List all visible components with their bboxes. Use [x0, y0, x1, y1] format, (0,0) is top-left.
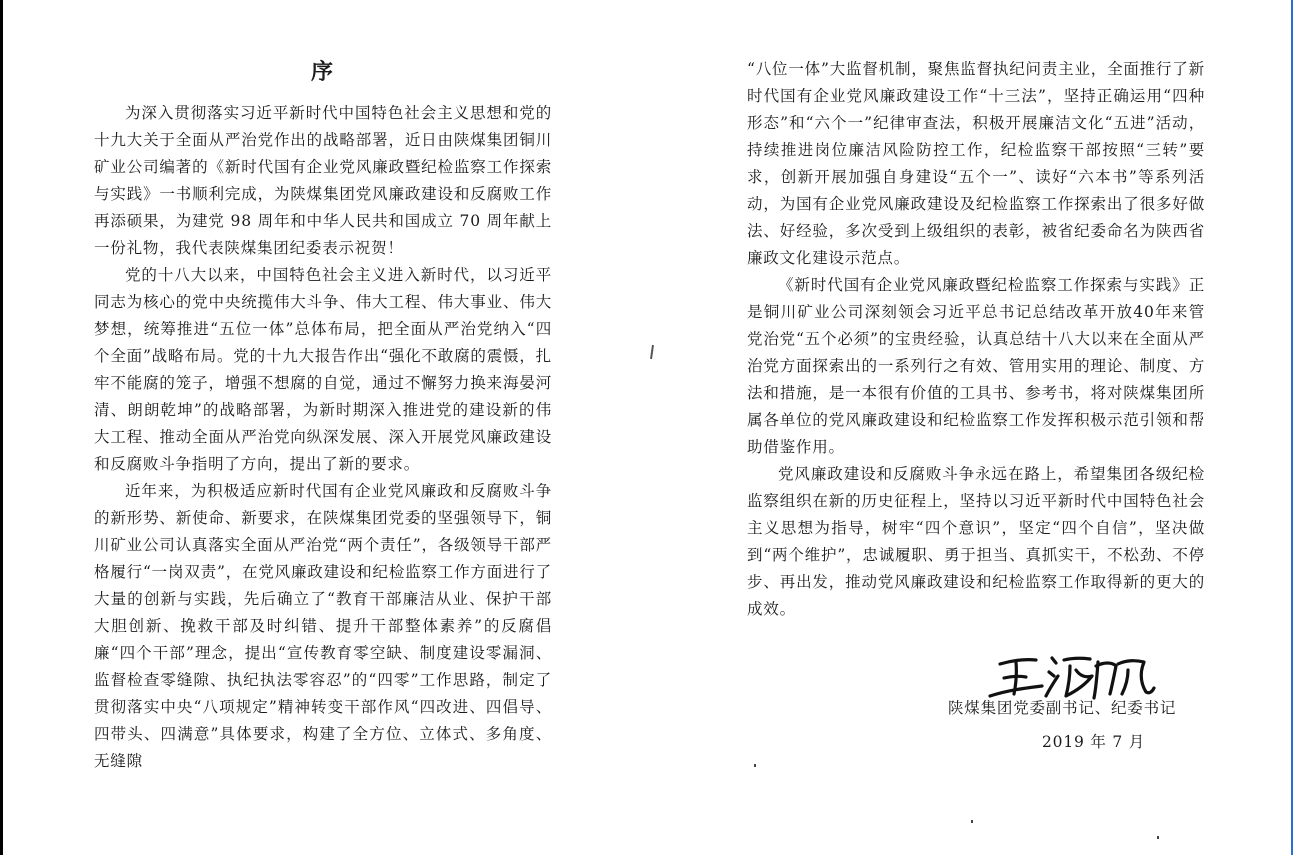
signature-date: 2019 年 7 月	[1042, 733, 1146, 751]
gutter-mark	[650, 345, 654, 359]
signatory-title: 陕煤集团党委副书记、纪委书记	[948, 699, 1177, 717]
page-title: 序	[310, 60, 335, 85]
right-page	[747, 56, 1205, 623]
scan-speck	[754, 764, 756, 767]
paragraph: 党的十八大以来，中国特色社会主义进入新时代，以习近平同志为核心的党中央统揽伟大斗争、伟大工程、伟大事业、伟大梦想，统筹推进“五位一体”总体布局，把全面从严治党纳入“四个全面”战略布局。党的十九大报告作出“强化不敢腐的震慑，扎牢不能腐的笼子，增强不想腐的自觉，通过不懈努力换来海晏河清、朗朗乾坤”的战略部署，为新时期深入推进党的建设新的伟大工程、推动全面从严治党向纵深发展、深入开展党风廉政建设和反腐败斗争指明了方向，提出了新的要求。	[94, 266, 552, 473]
left-page	[94, 56, 552, 775]
scan-speck	[1157, 836, 1159, 839]
paragraph: 《新时代国有企业党风廉政暨纪检监察工作探索与实践》正是铜川矿业公司深刻领会习近平总书记总结改革开放40年来管党治党“五个必须”的宝贵经验，认真总结十八大以来在全面从严治党方面探索出的一系列行之有效、管用实用的理论、制度、方法和措施，是一本很有价值的工具书、参考书，将对陕煤集团所属各单位的党风廉政建设和纪检监察工作发挥积极示范引领和帮助借鉴作用。	[747, 276, 1205, 456]
signature-block	[938, 638, 1198, 758]
paragraph: 党风廉政建设和反腐败斗争永远在路上，希望集团各级纪检监察组织在新的历史征程上，坚持以习近平新时代中国特色社会主义思想为指导，树牢“四个意识”，坚定“四个自信”，坚决做到“两个维护”，忠诚履职、勇于担当、真抓实干，不松劲、不停步、再出发，推动党风廉政建设和纪检监察工作取得新的更大的成效。	[747, 465, 1205, 618]
scan-left-border	[0, 0, 3, 855]
paragraph: 为深入贯彻落实习近平新时代中国特色社会主义思想和党的十九大关于全面从严治党作出的战略部署，近日由陕煤集团铜川矿业公司编著的《新时代国有企业党风廉政暨纪检监察工作探索与实践》一书顺利完成，为陕煤集团党风廉政建设和反腐败工作再添硕果，为建党 98 周年和中华人民共和国成立 70 周年献上一份礼物，我代表陕煤集团纪委表示祝贺！	[94, 104, 552, 257]
paragraph: 近年来，为积极适应新时代国有企业党风廉政和反腐败斗争的新形势、新使命、新要求，在陕煤集团党委的坚强领导下，铜川矿业公司认真落实全面从严治党“两个责任”，各级领导干部严格履行“一岗双责”，在党风廉政建设和纪检监察工作方面进行了大量的创新与实践，先后确立了“教育干部廉洁从业、保护干部大胆创新、挽救干部及时纠错、提升干部整体素养”的反腐倡廉“四个干部”理念，提出“宣传教育零空缺、制度建设零漏洞、监督检查零缝隙、执纪执法零容忍”的“四零”工作思路，制定了贯彻落实中央“八项规定”精神转变干部作风“四改进、四倡导、四带头、四满意”具体要求，构建了全方位、立体式、多角度、无缝隙	[94, 482, 552, 770]
scan-speck	[971, 820, 973, 823]
paragraph-continued: “八位一体”大监督机制，聚焦监督执纪问责主业，全面推行了新时代国有企业党风廉政建设工作“十三法”，坚持正确运用“四种形态”和“六个一”纪律审查法，积极开展廉洁文化“五进”活动，持续推进岗位廉洁风险防控工作，纪检监察干部按照“三转”要求，创新开展加强自身建设“五个一”、读好“六本书”等系列活动，为国有企业党风廉政建设及纪检监察工作探索出了很多好做法、好经验，多次受到上级组织的表彰，被省纪委命名为陕西省廉政文化建设示范点。	[747, 60, 1205, 267]
